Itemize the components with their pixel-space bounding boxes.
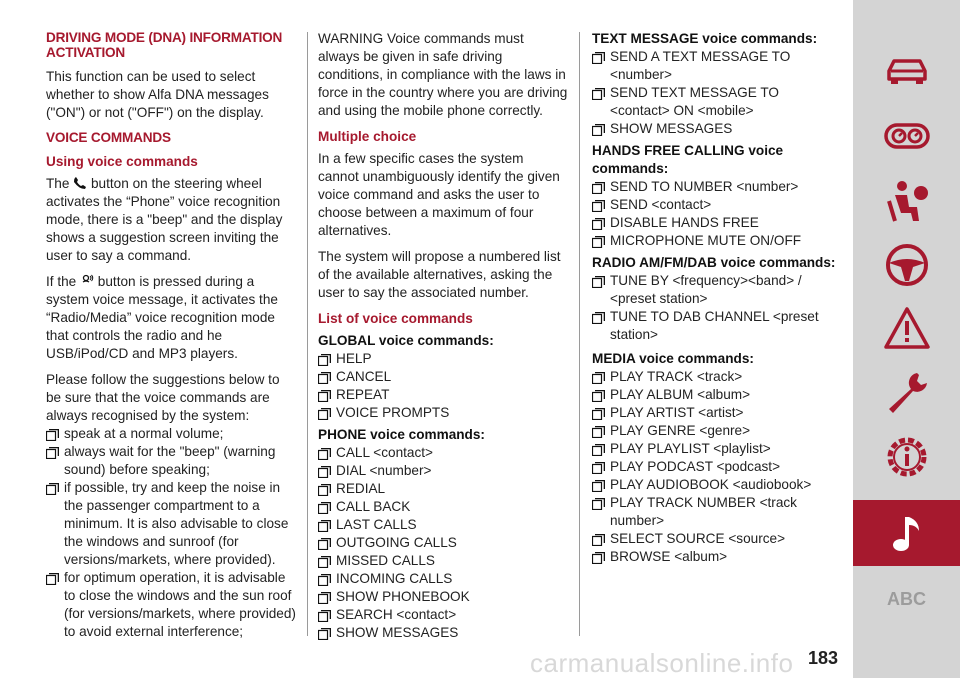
voice-command-icon — [80, 274, 94, 288]
bullet-box-icon — [318, 519, 331, 531]
text: SEND TEXT MESSAGE TO <contact> ON <mobile> — [610, 85, 779, 118]
column-3 — [592, 30, 842, 570]
list-item — [318, 624, 568, 642]
text: PLAY ALBUM <album> — [610, 387, 751, 402]
text: OUTGOING CALLS — [336, 535, 457, 550]
text: REDIAL — [336, 481, 386, 496]
list-item — [318, 606, 568, 624]
bullet-box-icon — [592, 479, 605, 491]
list-item — [592, 422, 842, 440]
sidebar-item-index[interactable]: ABC — [887, 588, 926, 609]
text: CALL <contact> — [336, 445, 433, 460]
bullet-box-icon — [318, 389, 331, 401]
bullet-box-icon — [592, 181, 605, 193]
phone-commands-list — [318, 444, 568, 642]
text: If the — [46, 274, 77, 289]
bullet-box-icon — [592, 217, 605, 229]
list-item — [46, 479, 296, 569]
steering-wheel-icon — [883, 241, 931, 289]
list-item — [592, 178, 842, 196]
subheading-list-of-commands: List of voice commands — [318, 311, 473, 326]
bullet-box-icon — [592, 551, 605, 563]
info-gear-icon — [883, 433, 931, 481]
radio-commands-title: RADIO AM/FM/DAB voice commands: — [592, 255, 836, 270]
bullet-box-icon — [318, 555, 331, 567]
wrench-icon — [883, 369, 931, 417]
text: DIAL <number> — [336, 463, 432, 478]
bullet-box-icon — [592, 87, 605, 99]
bullet-box-icon — [592, 425, 605, 437]
text: LAST CALLS — [336, 517, 417, 532]
bullet-box-icon — [592, 275, 605, 287]
text: MISSED CALLS — [336, 553, 435, 568]
bullet-box-icon — [592, 235, 605, 247]
bullet-box-icon — [318, 371, 331, 383]
bullet-box-icon — [592, 199, 605, 211]
bullet-box-icon — [318, 353, 331, 365]
bullet-box-icon — [46, 572, 59, 584]
text: PLAY AUDIOBOOK <audiobook> — [610, 477, 812, 492]
list-item — [592, 214, 842, 232]
text-message-commands-title: TEXT MESSAGE voice commands: — [592, 31, 818, 46]
list-item — [592, 404, 842, 422]
dashboard-gauges-icon — [883, 113, 931, 161]
list-item — [592, 48, 842, 84]
paragraph: Please follow the suggestions below to be sure that the voice commands are always recognised by the system: — [46, 372, 280, 423]
text: SELECT SOURCE <source> — [610, 531, 786, 546]
text: PLAY ARTIST <artist> — [610, 405, 744, 420]
paragraph: The system will propose a numbered list of the available alternatives, asking the user to say the associated number. — [318, 249, 561, 300]
list-item — [318, 516, 568, 534]
list-item — [46, 443, 296, 479]
hands-free-commands-list — [592, 178, 842, 250]
list-item — [318, 386, 568, 404]
list-item — [592, 548, 842, 566]
list-item — [592, 196, 842, 214]
global-commands-title: GLOBAL voice commands: — [318, 333, 494, 348]
bullet-box-icon — [318, 591, 331, 603]
list-item — [318, 462, 568, 480]
subheading-using-voice: Using voice commands — [46, 154, 198, 169]
list-item — [592, 386, 842, 404]
sidebar-item-driving[interactable] — [853, 232, 960, 298]
bullet-box-icon — [592, 371, 605, 383]
global-commands-list — [318, 350, 568, 422]
text: INCOMING CALLS — [336, 571, 453, 586]
sidebar-item-dashboard[interactable] — [853, 104, 960, 170]
media-commands-title: MEDIA voice commands: — [592, 351, 754, 366]
bullet-box-icon — [318, 573, 331, 585]
bullet-box-icon — [318, 483, 331, 495]
bullet-box-icon — [318, 407, 331, 419]
list-item — [592, 84, 842, 120]
text: PLAY GENRE <genre> — [610, 423, 751, 438]
bullet-box-icon — [46, 446, 59, 458]
chapter-sidebar — [853, 0, 960, 678]
sidebar-item-multimedia[interactable] — [853, 500, 960, 566]
column-1 — [46, 30, 296, 645]
list-item — [318, 368, 568, 386]
sidebar-item-emergency[interactable] — [853, 296, 960, 362]
bullet-box-icon — [592, 533, 605, 545]
text: VOICE PROMPTS — [336, 405, 450, 420]
hands-free-commands-title: HANDS FREE CALLING voice commands: — [592, 143, 784, 176]
sidebar-item-car[interactable] — [853, 40, 960, 106]
text: TUNE BY <frequency><band> / <preset station> — [610, 273, 802, 306]
bullet-box-icon — [318, 537, 331, 549]
sidebar-item-maintenance[interactable] — [853, 360, 960, 426]
text: SEARCH <contact> — [336, 607, 457, 622]
sidebar-item-technical[interactable] — [853, 424, 960, 490]
text: The — [46, 176, 70, 191]
text: CANCEL — [336, 369, 392, 384]
text: REPEAT — [336, 387, 390, 402]
bullet-box-icon — [46, 428, 59, 440]
text: HELP — [336, 351, 372, 366]
car-icon — [883, 49, 931, 97]
text: TUNE TO DAB CHANNEL <preset station> — [610, 309, 819, 342]
radio-commands-list — [592, 272, 842, 344]
text-message-commands-list — [592, 48, 842, 138]
list-item — [592, 120, 842, 138]
list-item — [318, 444, 568, 462]
list-item — [592, 458, 842, 476]
text: SHOW MESSAGES — [610, 121, 733, 136]
bullet-box-icon — [592, 311, 605, 323]
bullet-box-icon — [318, 627, 331, 639]
list-item — [592, 476, 842, 494]
text: PLAY TRACK NUMBER <track number> — [610, 495, 797, 528]
text: MICROPHONE MUTE ON/OFF — [610, 233, 802, 248]
seat-belt-airbag-icon — [883, 177, 931, 225]
list-item — [592, 272, 842, 308]
bullet-box-icon — [46, 482, 59, 494]
text: PLAY PODCAST <podcast> — [610, 459, 781, 474]
music-note-icon — [883, 509, 931, 557]
warning-paragraph: WARNING Voice commands must always be given in safe driving conditions, in compliance with the laws in force in the country where you are driving and using the mobile phone correctly. — [318, 31, 568, 118]
list-item — [318, 404, 568, 422]
text: DISABLE HANDS FREE — [610, 215, 759, 230]
text: SEND A TEXT MESSAGE TO <number> — [610, 49, 791, 82]
list-item — [592, 440, 842, 458]
text: CALL BACK — [336, 499, 411, 514]
suggestion-list — [46, 425, 296, 641]
list-item — [318, 552, 568, 570]
bullet-box-icon — [592, 407, 605, 419]
bullet-box-icon — [592, 443, 605, 455]
text: button is pressed during a system voice message, it activates the “Radio/Media” voice recognition mode that controls the radio and he USB/iPod/CD and MP3 players. — [46, 274, 278, 361]
bullet-box-icon — [592, 461, 605, 473]
bullet-box-icon — [592, 51, 605, 63]
paragraph: This function can be used to select whether to show Alfa DNA messages ("ON") or not ("OFF") on the display. — [46, 69, 269, 120]
list-item — [592, 232, 842, 250]
list-item — [318, 534, 568, 552]
text: PLAY TRACK <track> — [610, 369, 743, 384]
text: SEND TO NUMBER <number> — [610, 179, 799, 194]
column-2 — [318, 30, 568, 646]
list-item — [592, 368, 842, 386]
text: SEND <contact> — [610, 197, 712, 212]
list-item — [592, 494, 842, 530]
text: speak at a normal volume; — [64, 426, 224, 441]
list-item — [592, 308, 842, 344]
bullet-box-icon — [592, 123, 605, 135]
paragraph: In a few specific cases the system cannot unambiguously identify the given voice command and asks the user to choose between a maximum of four alternatives. — [318, 151, 560, 238]
phone-icon — [73, 176, 87, 190]
section-heading-dna: DRIVING MODE (DNA) INFORMATION ACTIVATION — [46, 30, 283, 60]
column-divider — [579, 32, 580, 636]
section-heading-voice: VOICE COMMANDS — [46, 130, 171, 145]
text: for optimum operation, it is advisable to close the windows and the sun roof (for versions/markets, where provided) to avoid external interference; — [64, 570, 296, 639]
text: SHOW PHONEBOOK — [336, 589, 470, 604]
text: PLAY PLAYLIST <playlist> — [610, 441, 771, 456]
bullet-box-icon — [318, 465, 331, 477]
media-commands-list — [592, 368, 842, 566]
bullet-box-icon — [318, 501, 331, 513]
text: button on the steering wheel activates the “Phone” voice recognition mode, there is a "beep" and the display shows a suggestion screen inviting the user to say a command. — [46, 176, 283, 263]
list-item — [318, 588, 568, 606]
bullet-box-icon — [318, 447, 331, 459]
list-item — [318, 480, 568, 498]
subheading-multiple-choice: Multiple choice — [318, 129, 417, 144]
list-item — [318, 350, 568, 368]
text: always wait for the "beep" (warning sound) before speaking; — [64, 444, 276, 477]
bullet-box-icon — [318, 609, 331, 621]
bullet-box-icon — [592, 389, 605, 401]
list-item — [592, 530, 842, 548]
list-item — [46, 569, 296, 641]
warning-triangle-icon — [883, 305, 931, 353]
list-item — [46, 425, 296, 443]
paragraph-voice-button — [46, 273, 296, 363]
paragraph-phone-button — [46, 175, 296, 265]
sidebar-item-safety[interactable] — [853, 168, 960, 234]
text: BROWSE <album> — [610, 549, 728, 564]
list-item — [318, 498, 568, 516]
watermark: carmanualsonline.info — [530, 648, 794, 678]
text: if possible, try and keep the noise in the passenger compartment to a minimum. It is also advisable to close the windows and sunroof (for versions/markets, where provided). — [64, 480, 289, 567]
column-divider — [307, 32, 308, 636]
page-number: 183 — [808, 648, 839, 668]
list-item — [318, 570, 568, 588]
phone-commands-title: PHONE voice commands: — [318, 427, 485, 442]
bullet-box-icon — [592, 497, 605, 509]
text: SHOW MESSAGES — [336, 625, 459, 640]
